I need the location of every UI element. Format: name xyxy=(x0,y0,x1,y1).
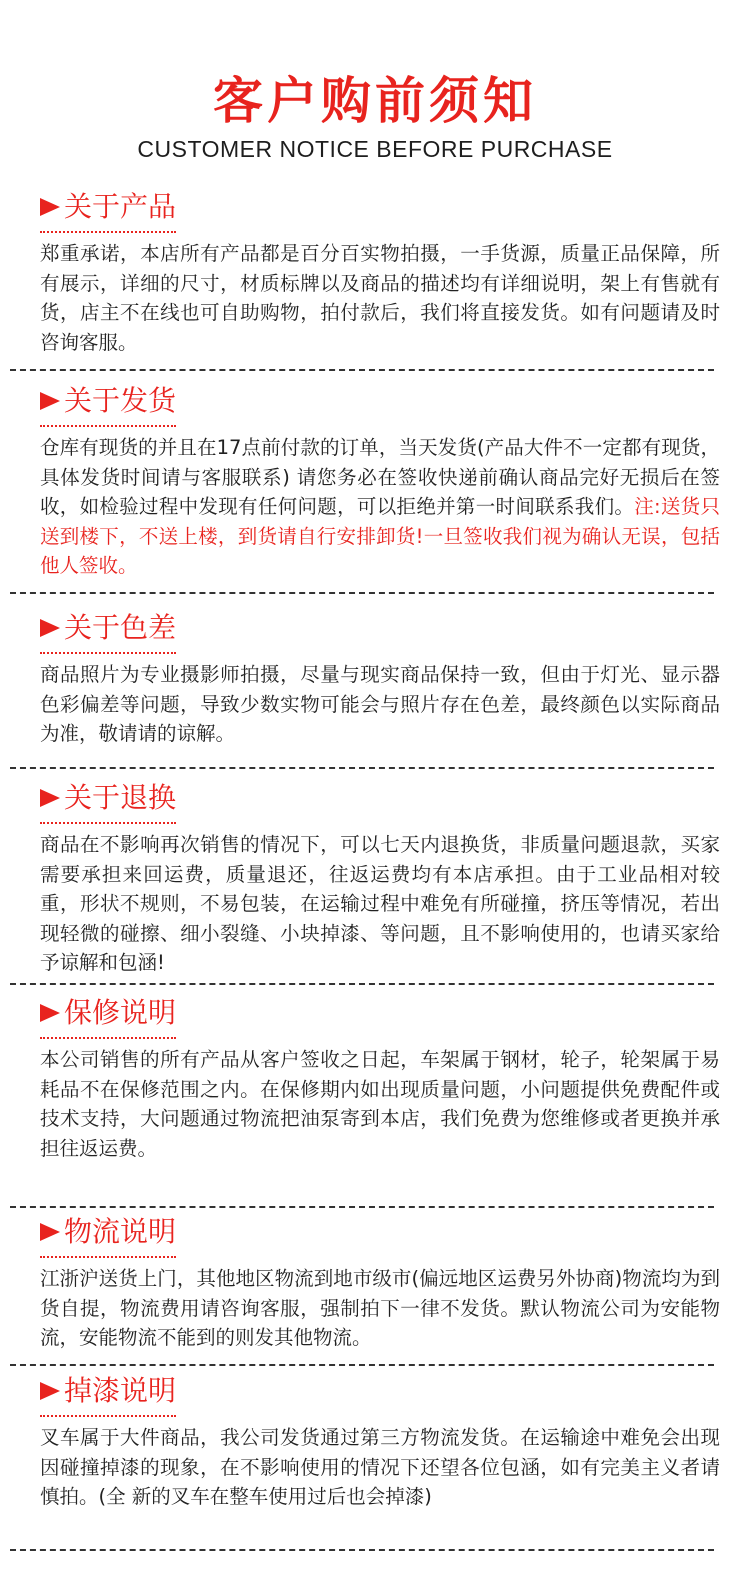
shipping-warning: 注:送货只送到楼下，不送上楼，到货请自行安排卸货!一旦签收我们视为确认无误，包括他人签收。 xyxy=(40,495,720,577)
section-text: 叉车属于大件商品，我公司发货通过第三方物流发货。在运输途中难免会出现因碰撞掉漆的现象，在不影响使用的情况下还望各位包涵，如有完美主义者请慎拍。(全 新的叉车在整车使用过后也会掉漆) xyxy=(40,1426,720,1508)
divider xyxy=(10,592,714,594)
section-heading-label: 保修说明 xyxy=(64,996,177,1029)
section-heading xyxy=(40,383,176,427)
section-body xyxy=(40,433,720,581)
section-body xyxy=(40,1045,720,1163)
section-shipping xyxy=(40,383,720,581)
section-color-difference xyxy=(40,610,720,749)
section-heading xyxy=(40,995,176,1039)
section-body xyxy=(40,830,720,978)
section-heading xyxy=(40,1214,176,1258)
arrow-icon xyxy=(40,619,60,637)
section-heading-label: 掉漆说明 xyxy=(64,1374,177,1407)
section-heading-label: 物流说明 xyxy=(64,1215,177,1248)
section-body xyxy=(40,239,720,357)
section-warranty xyxy=(40,995,720,1163)
section-heading-label: 关于色差 xyxy=(64,611,177,644)
section-text: 江浙沪送货上门，其他地区物流到地市级市(偏远地区运费另外协商)物流均为到货自提，物流费用请咨询客服，强制拍下一律不发货。默认物流公司为安能物流，安能物流不能到的则发其他物流。 xyxy=(40,1267,720,1349)
arrow-icon xyxy=(40,1382,60,1400)
page-subtitle: CUSTOMER NOTICE BEFORE PURCHASE xyxy=(137,136,613,162)
section-logistics xyxy=(40,1214,720,1353)
section-body xyxy=(40,1423,720,1512)
divider xyxy=(10,767,714,769)
divider xyxy=(10,1549,714,1551)
section-heading-label: 关于退换 xyxy=(64,781,177,814)
divider xyxy=(10,369,714,371)
section-heading xyxy=(40,189,176,233)
arrow-icon xyxy=(40,1223,60,1241)
section-heading xyxy=(40,1373,176,1417)
divider xyxy=(10,1364,714,1366)
section-text: 郑重承诺，本店所有产品都是百分百实物拍摄，一手货源，质量正品保障，所有展示，详细的尺寸，材质标牌以及商品的描述均有详细说明，架上有售就有货，店主不在线也可自助购物，拍付款后，我们将直接发货。如有问题请及时咨询客服。 xyxy=(40,242,720,354)
divider xyxy=(10,983,714,985)
arrow-icon xyxy=(40,198,60,216)
arrow-icon xyxy=(40,1004,60,1022)
page-title: 客户购前须知 xyxy=(213,72,537,130)
section-body xyxy=(40,660,720,749)
divider xyxy=(10,1206,714,1208)
arrow-icon xyxy=(40,392,60,410)
section-text: 本公司销售的所有产品从客户签收之日起，车架属于钢材，轮子，轮架属于易耗品不在保修范围之内。在保修期内如出现质量问题，小问题提供免费配件或技术支持，大问题通过物流把油泵寄到本店，我们免费为您维修或者更换并承担往返运费。 xyxy=(40,1048,720,1160)
section-heading xyxy=(40,610,176,654)
section-text: 商品照片为专业摄影师拍摄，尽量与现实商品保持一致，但由于灯光、显示器色彩偏差等问题，导致少数实物可能会与照片存在色差，最终颜色以实际商品为准，敬请请的谅解。 xyxy=(40,663,720,745)
section-body xyxy=(40,1264,720,1353)
section-heading-label: 关于产品 xyxy=(64,190,177,223)
arrow-icon xyxy=(40,789,60,807)
section-text: 商品在不影响再次销售的情况下，可以七天内退换货，非质量问题退款，买家需要承担来回运费，质量退还，往返运费均有本店承担。由于工业品相对较重，形状不规则，不易包装，在运输过程中难免有所碰撞，挤压等情况，若出现轻微的碰擦、细小裂缝、小块掉漆、等问题，且不影响使用的，也请买家给予谅解和包涵! xyxy=(40,833,720,974)
section-product xyxy=(40,189,720,357)
section-text: 仓库有现货的并且在17点前付款的订单，当天发货(产品大件不一定都有现货，具体发货时间请与客服联系) 请您务必在签收快递前确认商品完好无损后在签收，如检验过程中发现有任何问题，可以拒绝并第一时间联系我们。 xyxy=(40,436,720,518)
section-heading-label: 关于发货 xyxy=(64,384,177,417)
section-returns xyxy=(40,780,720,978)
section-paint-chipping xyxy=(40,1373,720,1512)
section-heading xyxy=(40,780,176,824)
